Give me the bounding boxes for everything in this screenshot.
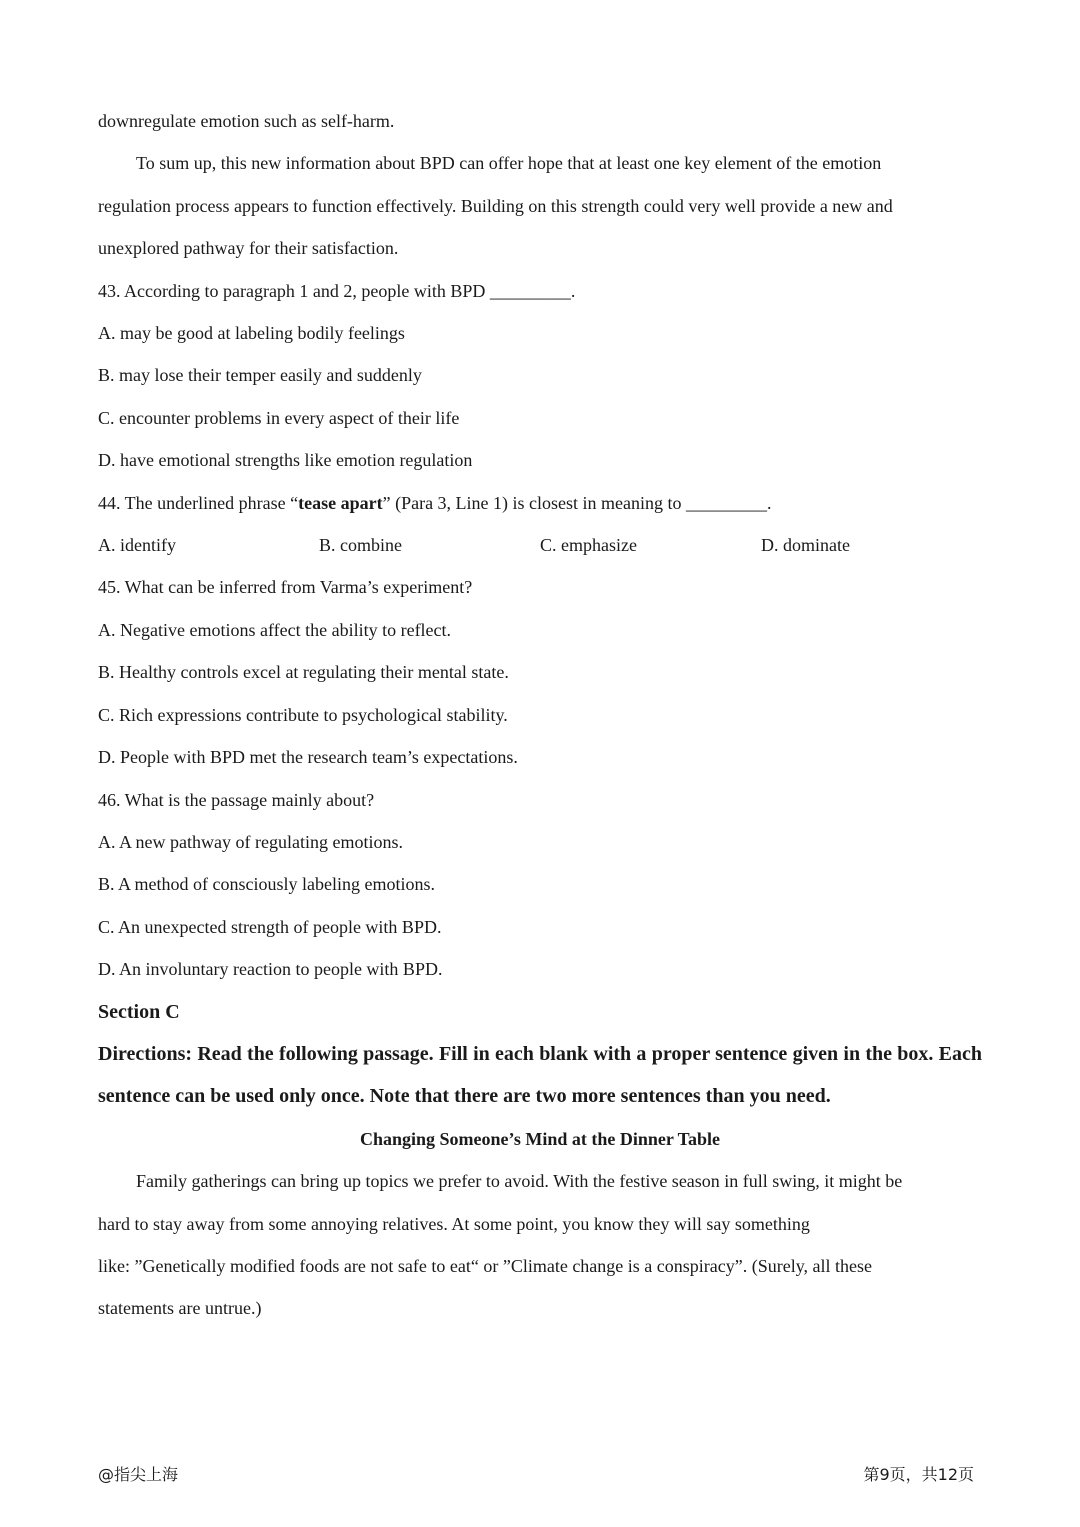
passage-c-line: statements are untrue.) [98,1298,262,1319]
question-44-stem-start: 44. The underlined phrase “ [98,492,299,513]
question-44-options [98,524,982,566]
question-46-option-c: C. An unexpected strength of people with BPD. [98,916,442,937]
question-45-option-d: D. People with BPD met the research team’s expectations. [98,747,518,768]
passage-c-line: Family gatherings can bring up topics we prefer to avoid. With the festive season in full swing, it might be [136,1171,903,1192]
passage-title: Changing Someone’s Mind at the Dinner Table [359,1128,721,1149]
question-46-option-b: B. A method of consciously labeling emotions. [98,874,435,895]
question-46-option-a: A. A new pathway of regulating emotions. [98,831,403,852]
question-44-phrase: tease apart [298,492,383,513]
question-45-option-a: A. Negative emotions affect the ability to reflect. [98,619,452,640]
document-page [98,100,982,1330]
question-44-option-d: D. dominate [761,535,850,556]
passage-line: To sum up, this new information about BPD can offer hope that at least one key element of the emotion [136,153,882,174]
question-46-option-d: D. An involuntary reaction to people with BPD. [98,959,443,980]
question-45-option-b: B. Healthy controls excel at regulating their mental state. [98,662,509,683]
question-43-stem: 43. According to paragraph 1 and 2, people with BPD _________. [98,280,576,301]
question-44-stem [98,482,982,524]
question-43-option-b: B. may lose their temper easily and suddenly [98,365,422,386]
section-c-directions: Directions: Read the following passage. Fill in each blank with a proper sentence given in the box. Each sentence can be used only once. Note that there are two more sentences than you need. [98,1042,982,1108]
section-c-heading: Section C [98,1000,180,1023]
footer-source: @指尖上海 [98,1465,179,1484]
passage-c-line: hard to stay away from some annoying relatives. At some point, you know they will say something [98,1213,810,1234]
passage-line: downregulate emotion such as self-harm. [98,111,395,131]
passage-line: unexplored pathway for their satisfaction. [98,238,399,259]
question-46-stem: 46. What is the passage mainly about? [98,789,375,810]
question-43-option-a: A. may be good at labeling bodily feelings [98,323,405,344]
passage-c-line: like: ”Genetically modified foods are not safe to eat“ or ”Climate change is a conspiracy”. (Surely, all these [98,1255,873,1276]
question-44-option-c: C. emphasize [540,535,637,556]
question-45-stem: 45. What can be inferred from Varma’s experiment? [98,577,473,598]
question-45-option-c: C. Rich expressions contribute to psychological stability. [98,704,508,725]
question-44-stem-end: ” (Para 3, Line 1) is closest in meaning to _________. [382,492,772,513]
footer-page-number: 第9页，共12页 [863,1465,974,1484]
question-44-option-b: B. combine [319,535,402,556]
question-44-option-a: A. identify [98,535,176,556]
passage-line: regulation process appears to function effectively. Building on this strength could very well provide a new and [98,195,893,216]
question-43-option-c: C. encounter problems in every aspect of their life [98,407,460,428]
question-43-option-d: D. have emotional strengths like emotion regulation [98,450,473,471]
